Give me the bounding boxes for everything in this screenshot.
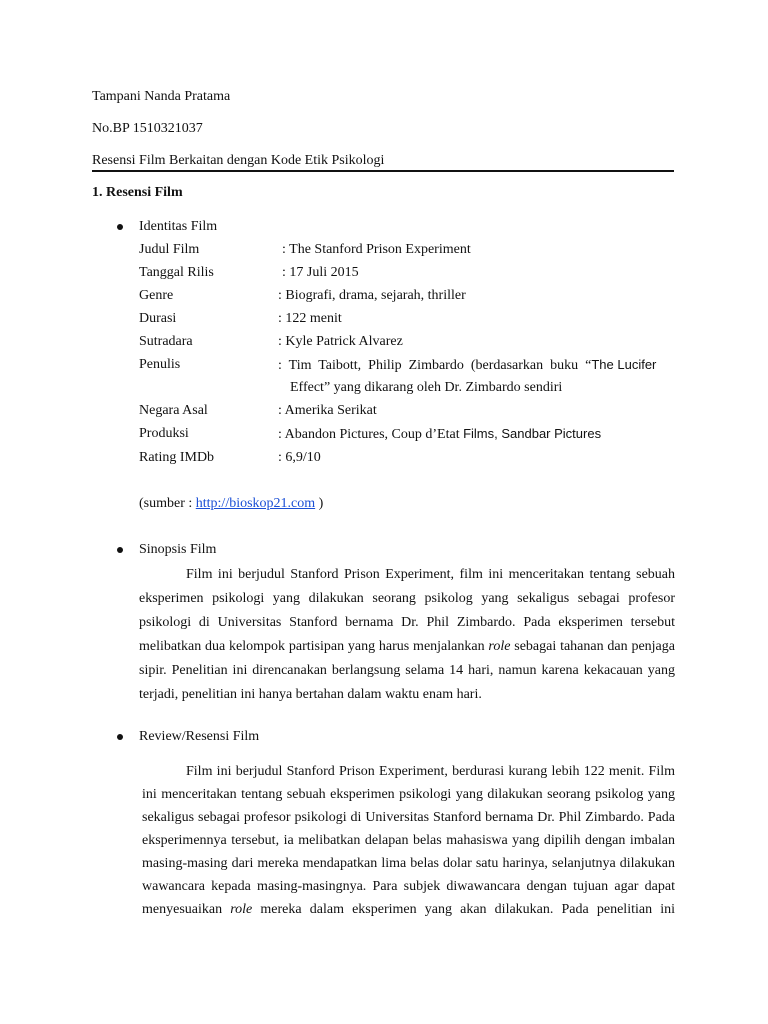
row-label: Rating IMDb	[139, 450, 215, 465]
row-label: Durasi	[139, 311, 177, 326]
row-value: : 6,9/10	[278, 450, 321, 465]
source-citation	[139, 495, 323, 513]
role-term: role	[488, 639, 511, 654]
paragraph-line: sipir. Penelitian ini direncanakan berlangsung selama 14 hari, namun karena kekacauan yang	[139, 663, 675, 678]
paragraph-line: masing-masing dari mereka mendapatkan lima belas dolar satu harinya, selanjutnya dilakukan	[142, 856, 675, 871]
row-value: : Kyle Patrick Alvarez	[278, 334, 403, 349]
row-value: : Biografi, drama, sejarah, thriller	[278, 288, 466, 303]
section-heading: 1. Resensi Film	[92, 185, 183, 200]
source-prefix: (sumber :	[139, 496, 196, 511]
text-part: melibatkan dua kelompok partisipan yang harus menjalankan	[139, 639, 489, 654]
row-label: Judul Film	[139, 242, 200, 257]
bullet-icon	[117, 547, 123, 553]
paragraph-line: wawancara kepada masing-masingnya. Para subjek diwawancara dengan tujuan agar dapat	[142, 879, 675, 894]
source-link[interactable]: http://bioskop21.com	[195, 496, 316, 511]
role-term: role	[230, 902, 253, 917]
paragraph-line: terjadi, penelitian ini hanya bertahan dalam waktu enam hari.	[139, 687, 482, 702]
row-value: : 17 Juli 2015	[282, 265, 359, 280]
author-name: Tampani Nanda Pratama	[92, 89, 231, 104]
paragraph-line	[142, 901, 675, 919]
paragraph-line: ini menceritakan tentang sebuah eksperimen psikologi yang dilakukan seorang psikolog yang	[142, 787, 675, 802]
paragraph-line: eksperimen psikologi yang dilakukan seorang psikolog yang sekaligus sebagai profesor	[139, 591, 675, 606]
row-value-part: : Tim Taibott, Philip Zimbardo (berdasarkan buku “	[278, 358, 592, 373]
sinopsis-title: Sinopsis Film	[139, 542, 217, 557]
row-value	[278, 356, 656, 375]
row-value-part: The Lucifer	[591, 357, 657, 372]
row-value-part: Films, Sandbar Pictures	[463, 426, 602, 441]
row-value: : The Stanford Prison Experiment	[282, 242, 471, 257]
row-label: Negara Asal	[139, 403, 208, 418]
bullet-icon	[117, 734, 123, 740]
text-part: sebagai tahanan dan penjaga	[510, 639, 675, 654]
student-number: No.BP 1510321037	[92, 121, 203, 136]
document-title: Resensi Film Berkaitan dengan Kode Etik Psikologi	[92, 153, 385, 168]
paragraph-line: psikologi di Universitas Stanford bernama Dr. Phil Zimbardo. Pada eksperimen tersebut	[139, 615, 675, 630]
row-label: Sutradara	[139, 334, 193, 349]
paragraph-line: sekaligus sebagai profesor psikologi di Universitas Stanford bernama Dr. Phil Zimbardo. Pada	[142, 810, 675, 825]
row-value	[278, 425, 601, 444]
row-label: Tanggal Rilis	[139, 265, 214, 280]
row-label: Produksi	[139, 426, 189, 441]
row-value-part: : Abandon Pictures, Coup d’Etat	[278, 427, 464, 442]
row-value: : Amerika Serikat	[278, 403, 377, 418]
row-label: Genre	[139, 288, 174, 303]
paragraph-line: Film ini berjudul Stanford Prison Experiment, berdurasi kurang lebih 122 menit. Film	[186, 764, 675, 779]
paragraph-line: eksperimennya tersebut, ia melibatkan delapan belas mahasiswa yang dipilih dengan imbalan	[142, 833, 675, 848]
bullet-icon	[117, 224, 123, 230]
text-part: menyesuaikan	[142, 902, 231, 917]
source-suffix: )	[315, 496, 324, 511]
title-underline	[92, 170, 674, 172]
identitas-title: Identitas Film	[139, 219, 218, 234]
row-label: Penulis	[139, 357, 181, 372]
row-value-continued: Effect” yang dikarang oleh Dr. Zimbardo sendiri	[290, 380, 563, 395]
text-part: mereka dalam eksperimen yang akan dilakukan. Pada penelitian ini	[252, 902, 675, 917]
paragraph-line: Film ini berjudul Stanford Prison Experiment, film ini menceritakan tentang sebuah	[186, 567, 675, 582]
paragraph-line	[139, 638, 675, 656]
review-title: Review/Resensi Film	[139, 729, 260, 744]
row-value: : 122 menit	[278, 311, 342, 326]
